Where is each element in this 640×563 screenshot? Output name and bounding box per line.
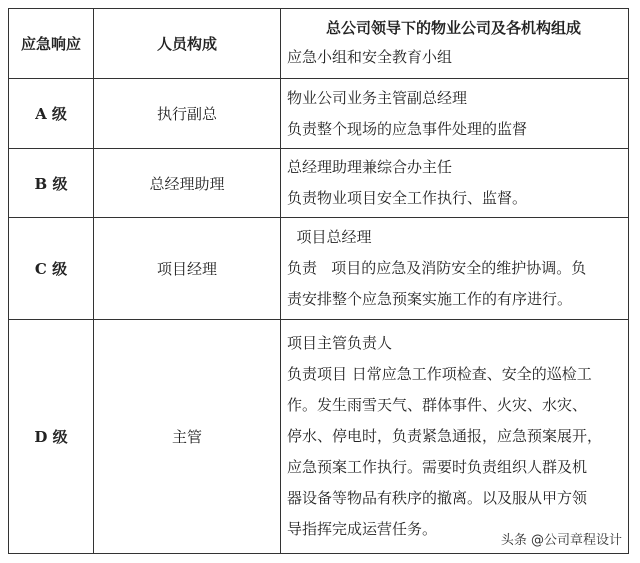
table-row bbox=[9, 320, 629, 554]
description-line: 器设备等物品有秩序的撤离。以及服从甲方领 bbox=[287, 489, 588, 507]
header-response-level: 应急响应 bbox=[9, 9, 94, 79]
table-row bbox=[9, 218, 629, 320]
description-line: 应急预案工作执行。需要时负责组织人群及机 bbox=[287, 458, 588, 476]
role-cell: 项目经理 bbox=[94, 218, 281, 320]
description-cell bbox=[281, 218, 629, 320]
watermark: 头条 @公司章程设计 bbox=[497, 528, 626, 549]
table-header-row bbox=[9, 9, 629, 79]
description-line: 导指挥完成运营任务。 bbox=[287, 520, 438, 538]
description-line: 责安排整个应急预案实施工作的有序进行。 bbox=[287, 290, 573, 308]
header-personnel: 人员构成 bbox=[94, 9, 281, 79]
description-line: 总经理助理兼综合办主任 bbox=[287, 158, 453, 176]
level-cell: A 级 bbox=[9, 79, 94, 149]
role-cell: 执行副总 bbox=[94, 79, 281, 149]
table-row bbox=[9, 79, 629, 149]
description-cell bbox=[281, 320, 629, 554]
description-line: 作。发生雨雪天气、群体事件、火灾、水灾、 bbox=[287, 396, 588, 414]
emergency-response-table bbox=[8, 8, 629, 554]
description-line: 项目总经理 bbox=[287, 228, 372, 246]
description-line: 停水、停电时，负责紧急通报，应急预案展开， bbox=[287, 427, 603, 445]
description-line: 负责项目 日常应急工作项检查、安全的巡检工 bbox=[287, 365, 592, 383]
header-org-subtitle: 应急小组和安全教育小组 bbox=[287, 48, 453, 66]
description-line: 负责整个现场的应急事件处理的监督 bbox=[287, 119, 528, 138]
role-cell: 总经理助理 bbox=[94, 149, 281, 218]
header-org-title: 总公司领导下的物业公司及各机构组成 bbox=[325, 19, 581, 37]
level-cell: D 级 bbox=[9, 320, 94, 554]
description-line: 负责 项目的应急及消防安全的维护协调。负 bbox=[287, 259, 587, 277]
header-organization bbox=[281, 9, 629, 79]
description-line: 物业公司业务主管副总经理 bbox=[287, 88, 468, 107]
role-cell: 主管 bbox=[94, 320, 281, 554]
description-cell bbox=[281, 149, 629, 218]
table-row bbox=[9, 149, 629, 218]
description-line: 负责物业项目安全工作执行、监督。 bbox=[287, 189, 528, 207]
level-cell: C 级 bbox=[9, 218, 94, 320]
level-cell: B 级 bbox=[9, 149, 94, 218]
description-cell bbox=[281, 79, 629, 149]
description-line: 项目主管负责人 bbox=[287, 334, 393, 352]
